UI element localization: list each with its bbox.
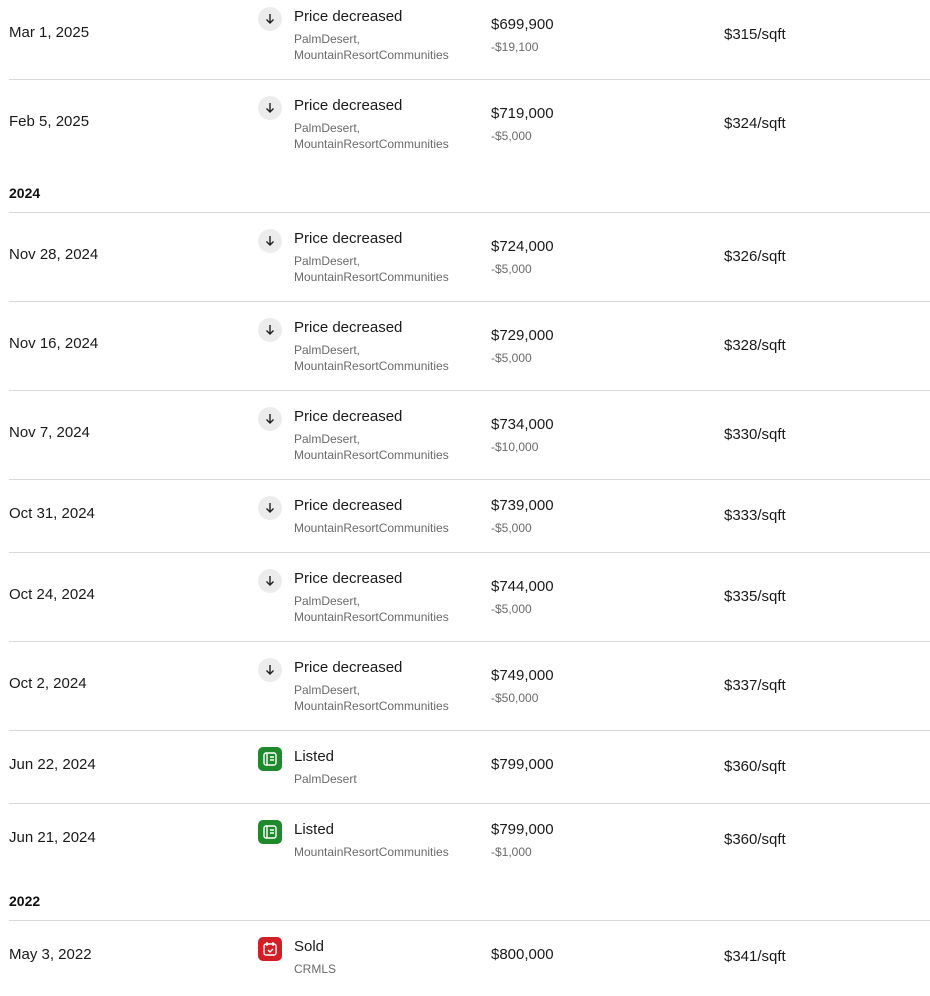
event-price: $799,000 [491,821,554,838]
arrow-down-icon [258,229,282,253]
price-per-sqft: $335/sqft [724,588,786,605]
history-row [9,921,930,993]
price-per-sqft: $326/sqft [724,248,786,265]
price-change: -$50,000 [491,691,539,705]
event-date: Oct 2, 2024 [9,675,87,692]
event-date: Mar 1, 2025 [9,24,90,41]
price-change: -$5,000 [491,521,532,535]
arrow-down-icon [258,96,282,120]
event-price: $724,000 [491,238,554,255]
event-type: Sold [294,938,325,955]
event-source: CRMLS [294,962,337,976]
history-row [9,731,930,804]
price-per-sqft: $324/sqft [724,115,786,132]
event-date: Jun 22, 2024 [9,756,96,773]
event-source: PalmDesert, MountainResortCommunities [294,32,449,62]
price-per-sqft: $315/sqft [724,26,786,43]
event-price: $744,000 [491,578,554,595]
price-per-sqft: $360/sqft [724,831,786,848]
event-date: Nov 28, 2024 [9,246,99,263]
year-heading: 2024 [9,185,41,201]
event-type: Price decreased [294,8,403,25]
price-per-sqft: $337/sqft [724,677,786,694]
event-type: Price decreased [294,570,403,587]
event-date: Jun 21, 2024 [9,829,96,846]
event-type: Price decreased [294,230,403,247]
event-source: MountainResortCommunities [294,845,449,859]
event-price: $734,000 [491,416,554,433]
event-type: Price decreased [294,319,403,336]
event-date: Feb 5, 2025 [9,113,90,130]
event-date: Nov 7, 2024 [9,424,90,441]
event-type: Price decreased [294,659,403,676]
event-source: PalmDesert [294,772,357,786]
event-type: Listed [294,748,335,765]
event-price: $719,000 [491,105,554,122]
price-change: -$5,000 [491,262,532,276]
arrow-down-icon [258,7,282,31]
history-row [9,642,930,731]
price-change: -$5,000 [491,129,532,143]
history-row [9,80,930,168]
event-type: Price decreased [294,97,403,114]
event-date: Oct 24, 2024 [9,586,95,603]
event-price: $749,000 [491,667,554,684]
history-row [9,480,930,553]
history-row [9,213,930,302]
history-row [9,553,930,642]
history-row [9,302,930,391]
event-source: PalmDesert, MountainResortCommunities [294,254,449,284]
listed-tag-icon [258,820,282,844]
price-per-sqft: $328/sqft [724,337,786,354]
price-change: -$1,000 [491,845,532,859]
event-source: PalmDesert, MountainResortCommunities [294,432,449,462]
event-type: Price decreased [294,408,403,425]
event-type: Listed [294,821,335,838]
price-change: -$10,000 [491,440,539,454]
event-price: $699,900 [491,16,554,33]
price-per-sqft: $330/sqft [724,426,786,443]
history-row [9,804,930,876]
event-type: Price decreased [294,497,403,514]
event-price: $739,000 [491,497,554,514]
event-source: MountainResortCommunities [294,521,449,535]
event-price: $799,000 [491,756,554,773]
event-price: $729,000 [491,327,554,344]
event-source: PalmDesert, MountainResortCommunities [294,594,449,624]
event-date: Nov 16, 2024 [9,335,99,352]
price-per-sqft: $341/sqft [724,948,786,965]
price-change: -$5,000 [491,351,532,365]
price-per-sqft: $333/sqft [724,507,786,524]
price-change: -$5,000 [491,602,532,616]
year-heading: 2022 [9,893,41,909]
arrow-down-icon [258,318,282,342]
history-row [9,0,930,80]
event-source: PalmDesert, MountainResortCommunities [294,121,449,151]
arrow-down-icon [258,658,282,682]
arrow-down-icon [258,407,282,431]
price-change: -$19,100 [491,40,539,54]
event-source: PalmDesert, MountainResortCommunities [294,343,449,373]
history-row [9,391,930,480]
event-date: Oct 31, 2024 [9,505,95,522]
event-price: $800,000 [491,946,554,963]
event-source: PalmDesert, MountainResortCommunities [294,683,449,713]
arrow-down-icon [258,496,282,520]
price-per-sqft: $360/sqft [724,758,786,775]
arrow-down-icon [258,569,282,593]
sold-tag-icon [258,937,282,961]
event-date: May 3, 2022 [9,946,92,963]
listed-tag-icon [258,747,282,771]
